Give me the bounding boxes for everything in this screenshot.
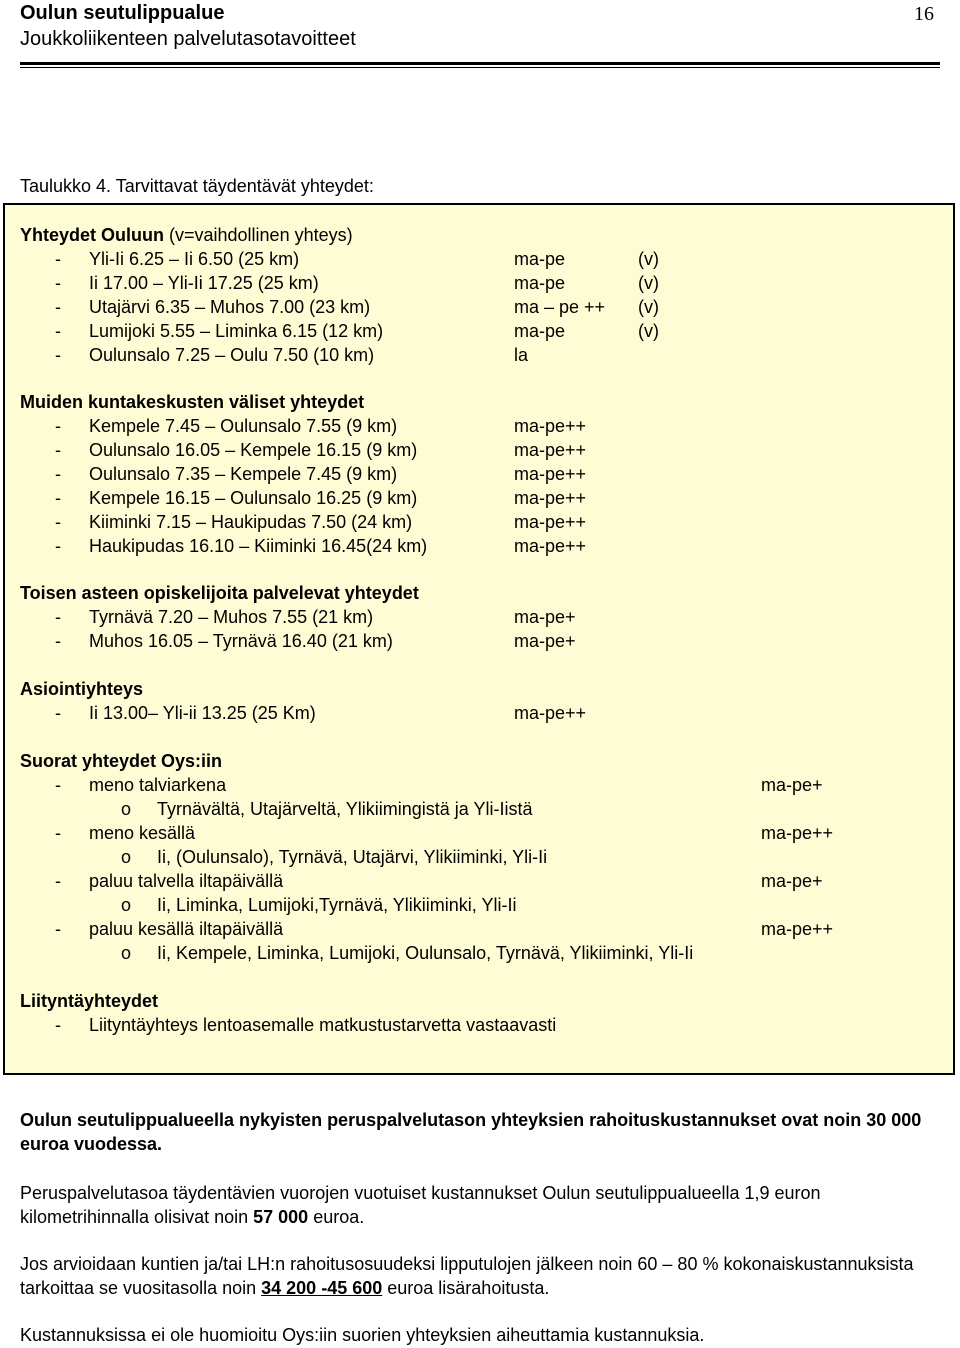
list-item bbox=[0, 869, 960, 893]
section-heading-note: (v=vaihdollinen yhteys) bbox=[164, 225, 353, 245]
dash-marker: - bbox=[55, 512, 61, 532]
table-caption: Taulukko 4. Tarvittavat täydentävät yhteydet: bbox=[20, 176, 374, 196]
cost-value: 57 000 bbox=[253, 1207, 309, 1227]
route-text: Haukipudas 16.10 – Kiiminki 16.45(24 km) bbox=[89, 536, 428, 556]
note-text: (v) bbox=[638, 273, 659, 293]
days-text: ma-pe+ bbox=[761, 775, 823, 795]
list-subitem bbox=[0, 893, 960, 917]
days-text: ma-pe++ bbox=[761, 919, 834, 939]
bullet-marker: o bbox=[121, 847, 132, 867]
detail-text: Tyrnävältä, Utajärveltä, Ylikiimingistä ja Yli-Iistä bbox=[157, 799, 533, 819]
list-item bbox=[0, 462, 960, 486]
header-rule-thick bbox=[20, 62, 940, 65]
list-item bbox=[0, 821, 960, 845]
route-text: Kempele 16.15 – Oulunsalo 16.25 (9 km) bbox=[89, 488, 418, 508]
paragraph-text: euroa lisärahoitusta. bbox=[382, 1278, 550, 1298]
funding-range: 34 200 -45 600 bbox=[261, 1278, 383, 1298]
route-text: meno talviarkena bbox=[89, 775, 227, 795]
list-item bbox=[0, 247, 960, 271]
list-item bbox=[0, 271, 960, 295]
days-text: ma – pe ++ bbox=[514, 297, 606, 317]
route-text: paluu kesällä iltapäivällä bbox=[89, 919, 284, 939]
route-text: Muhos 16.05 – Tyrnävä 16.40 (21 km) bbox=[89, 631, 393, 651]
paragraph-text: euroa. bbox=[308, 1207, 365, 1227]
days-text: ma-pe+ bbox=[514, 631, 576, 651]
days-text: ma-pe+ bbox=[514, 607, 576, 627]
route-text: Utajärvi 6.35 – Muhos 7.00 (23 km) bbox=[89, 297, 371, 317]
list-subitem bbox=[0, 941, 960, 965]
days-text: ma-pe++ bbox=[514, 440, 587, 460]
days-text: ma-pe bbox=[514, 321, 566, 341]
dash-marker: - bbox=[55, 297, 61, 317]
detail-text: Ii, Liminka, Lumijoki,Tyrnävä, Ylikiiminki, Yli-Ii bbox=[157, 895, 517, 915]
list-item bbox=[0, 319, 960, 343]
paragraph-funding: Oulun seutulippualueella nykyisten peruspalvelutason yhteyksien rahoituskustannukset ovat noin 30 000 euroa vuodessa. bbox=[20, 1110, 922, 1154]
list-item bbox=[0, 438, 960, 462]
days-text: ma-pe++ bbox=[514, 464, 587, 484]
list-item bbox=[0, 486, 960, 510]
list-item bbox=[0, 605, 960, 629]
bullet-marker: o bbox=[121, 895, 132, 915]
dash-marker: - bbox=[55, 273, 61, 293]
days-text: ma-pe++ bbox=[514, 512, 587, 532]
list-subitem bbox=[0, 797, 960, 821]
paragraph-annual-costs bbox=[20, 1181, 940, 1229]
section-heading-liitynta: Liityntäyhteydet bbox=[20, 991, 159, 1011]
dash-marker: - bbox=[55, 249, 61, 269]
paragraph-oys-note: Kustannuksissa ei ole huomioitu Oys:iin suorien yhteyksien aiheuttamia kustannuksia. bbox=[20, 1325, 705, 1345]
days-text: ma-pe++ bbox=[514, 416, 587, 436]
document-title: Oulun seutulippualue bbox=[20, 2, 225, 24]
route-text: Kiiminki 7.15 – Haukipudas 7.50 (24 km) bbox=[89, 512, 413, 532]
dash-marker: - bbox=[55, 416, 61, 436]
dash-marker: - bbox=[55, 321, 61, 341]
days-text: ma-pe+ bbox=[761, 871, 823, 891]
route-text: meno kesällä bbox=[89, 823, 196, 843]
detail-text: Ii, Kempele, Liminka, Lumijoki, Oulunsalo, Tyrnävä, Ylikiiminki, Yli-Ii bbox=[157, 943, 694, 963]
route-text: Ii 13.00– Yli-ii 13.25 (25 Km) bbox=[89, 703, 316, 723]
dash-marker: - bbox=[55, 823, 61, 843]
route-text: Oulunsalo 7.25 – Oulu 7.50 (10 km) bbox=[89, 345, 375, 365]
route-text: Oulunsalo 7.35 – Kempele 7.45 (9 km) bbox=[89, 464, 398, 484]
days-text: ma-pe++ bbox=[514, 703, 587, 723]
paragraph-text: Jos arvioidaan kuntien ja/tai LH:n rahoitusosuudeksi lipputulojen jälkeen noin 60 – 80 % kokonaiskustannuksista tarkoittaa se vuositasolla noin bbox=[20, 1254, 914, 1298]
dash-marker: - bbox=[55, 607, 61, 627]
page-number: 16 bbox=[914, 3, 934, 25]
route-text: Ii 17.00 – Yli-Ii 17.25 (25 km) bbox=[89, 273, 319, 293]
bullet-marker: o bbox=[121, 943, 132, 963]
list-item bbox=[0, 629, 960, 653]
note-text: (v) bbox=[638, 321, 659, 341]
dash-marker: - bbox=[55, 631, 61, 651]
list-item bbox=[0, 343, 960, 367]
days-text: ma-pe++ bbox=[514, 536, 587, 556]
route-text: Yli-Ii 6.25 – Ii 6.50 (25 km) bbox=[89, 249, 300, 269]
note-text: (v) bbox=[638, 297, 659, 317]
paragraph-text: Peruspalvelutasoa täydentävien vuorojen vuotuiset kustannukset Oulun seutulippualueella 1,9 euron kilometrihinnalla olisivat noin bbox=[20, 1183, 821, 1227]
list-item bbox=[0, 295, 960, 319]
dash-marker: - bbox=[55, 488, 61, 508]
document-subtitle: Joukkoliikenteen palvelutasotavoitteet bbox=[20, 28, 356, 50]
section-heading-asiointi: Asiointiyhteys bbox=[20, 679, 144, 699]
route-text: Kempele 7.45 – Oulunsalo 7.55 (9 km) bbox=[89, 416, 398, 436]
paragraph-additional-funding bbox=[20, 1252, 940, 1300]
dash-marker: - bbox=[55, 703, 61, 723]
route-text: paluu talvella iltapäivällä bbox=[89, 871, 284, 891]
route-text: Lumijoki 5.55 – Liminka 6.15 (12 km) bbox=[89, 321, 384, 341]
route-text: Liityntäyhteys lentoasemalle matkustustarvetta vastaavasti bbox=[89, 1015, 557, 1035]
list-item bbox=[0, 701, 960, 725]
section-heading-ouluun bbox=[20, 223, 353, 247]
route-text: Tyrnävä 7.20 – Muhos 7.55 (21 km) bbox=[89, 607, 374, 627]
bullet-marker: o bbox=[121, 799, 132, 819]
days-text: ma-pe bbox=[514, 249, 566, 269]
section-heading-opiskelijat: Toisen asteen opiskelijoita palvelevat yhteydet bbox=[20, 583, 419, 603]
list-item bbox=[0, 414, 960, 438]
list-item bbox=[0, 917, 960, 941]
detail-text: Ii, (Oulunsalo), Tyrnävä, Utajärvi, Ylikiiminki, Yli-Ii bbox=[157, 847, 548, 867]
section-heading-oys: Suorat yhteydet Oys:iin bbox=[20, 751, 223, 771]
list-subitem bbox=[0, 845, 960, 869]
dash-marker: - bbox=[55, 536, 61, 556]
days-text: ma-pe++ bbox=[761, 823, 834, 843]
header-rule-thin bbox=[20, 67, 940, 68]
dash-marker: - bbox=[55, 919, 61, 939]
list-item bbox=[0, 510, 960, 534]
list-item bbox=[0, 1013, 960, 1037]
note-text: (v) bbox=[638, 249, 659, 269]
days-text: ma-pe++ bbox=[514, 488, 587, 508]
list-item bbox=[0, 773, 960, 797]
dash-marker: - bbox=[55, 1015, 61, 1035]
section-heading-kuntakeskukset: Muiden kuntakeskusten väliset yhteydet bbox=[20, 392, 365, 412]
dash-marker: - bbox=[55, 871, 61, 891]
days-text: la bbox=[514, 345, 529, 365]
days-text: ma-pe bbox=[514, 273, 566, 293]
dash-marker: - bbox=[55, 440, 61, 460]
section-heading-text: Yhteydet Ouluun bbox=[20, 225, 164, 245]
route-text: Oulunsalo 16.05 – Kempele 16.15 (9 km) bbox=[89, 440, 418, 460]
dash-marker: - bbox=[55, 775, 61, 795]
dash-marker: - bbox=[55, 345, 61, 365]
list-item bbox=[0, 534, 960, 558]
dash-marker: - bbox=[55, 464, 61, 484]
